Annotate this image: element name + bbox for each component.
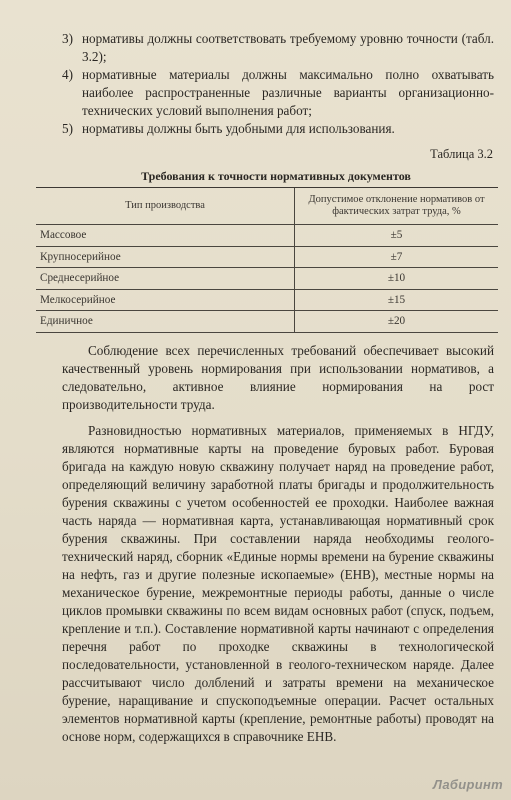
list-item — [62, 66, 494, 120]
list-item-text: нормативы должны быть удобными для использования. — [82, 121, 395, 136]
list-item — [62, 120, 494, 138]
cell-production-type: Единичное — [36, 311, 295, 333]
list-item — [62, 30, 494, 66]
table-row — [36, 311, 498, 333]
list-item-text: нормативные материалы должны максимально полно охватывать наиболее распространенные различные варианты организационно-технических условий выполнения работ; — [82, 67, 494, 118]
header-production-type: Тип производства — [36, 188, 295, 225]
paragraph: Соблюдение всех перечисленных требований обеспечивает высокий качественный уровень нормирования при использовании нормативов, а следовательно, активное влияние нормирования на рост производительности труда. — [62, 343, 494, 412]
cell-deviation: ±7 — [295, 246, 499, 268]
watermark: Лабиринт — [432, 777, 503, 792]
list-item-number: 4) — [62, 67, 73, 82]
requirements-list — [62, 30, 494, 138]
body-text — [62, 342, 494, 754]
table-title: Требования к точности нормативных документов — [141, 169, 411, 183]
table-header-row — [36, 188, 498, 225]
cell-deviation: ±5 — [295, 225, 499, 247]
accuracy-table — [36, 187, 498, 333]
list-item-text: нормативы должны соответствовать требуемому уровню точности (табл. 3.2); — [82, 31, 494, 64]
table-row — [36, 246, 498, 268]
cell-production-type: Крупносерийное — [36, 246, 295, 268]
list-item-number: 3) — [62, 31, 73, 46]
table-caption: Таблица 3.2 — [430, 147, 493, 161]
header-allowed-deviation: Допустимое отклонение нормативов от фактических затрат труда, % — [295, 188, 499, 225]
table-row — [36, 289, 498, 311]
table-row — [36, 225, 498, 247]
cell-production-type: Мелкосерийное — [36, 289, 295, 311]
cell-production-type: Массовое — [36, 225, 295, 247]
table-row — [36, 268, 498, 290]
list-item-number: 5) — [62, 121, 73, 136]
cell-deviation: ±20 — [295, 311, 499, 333]
paragraph: Разновидностью нормативных материалов, применяемых в НГДУ, являются нормативные карты на проведение буровых работ. Буровая бригада на каждую новую скважину получает наряд на проведение работ, определяющий величину заработной платы бригады и продолжительность бурения скважины с учетом особенностей ее проходки. Наиболее важная часть наряда — нормативная карта, устанавливающая нормативный срок бурения скважины. При составлении наряда необходимы геолого-технический наряд, сборник «Единые нормы времени на бурение скважины на нефть, газ и другие полезные ископаемые» (ЕНВ), местные нормы на механическое бурение, межремонтные периоды работы, данные о числе циклов промывки скважины по всем видам основных работ (спуск, подъем, крепление и т.п.). Составление нормативной карты начинают с определения перечня работ по проходке скважины в технологической последовательности, установленной в геолого-техническом наряде. Далее рассчитывают число долблений и затраты времени на механическое бурение, наращивание и спускоподъемные операции. Расчет остальных элементов нормативной карты (крепление, ремонтные работы) проводят на основе норм, содержащихся в справочнике ЕНВ. — [62, 423, 494, 744]
cell-deviation: ±15 — [295, 289, 499, 311]
cell-production-type: Среднесерийное — [36, 268, 295, 290]
cell-deviation: ±10 — [295, 268, 499, 290]
